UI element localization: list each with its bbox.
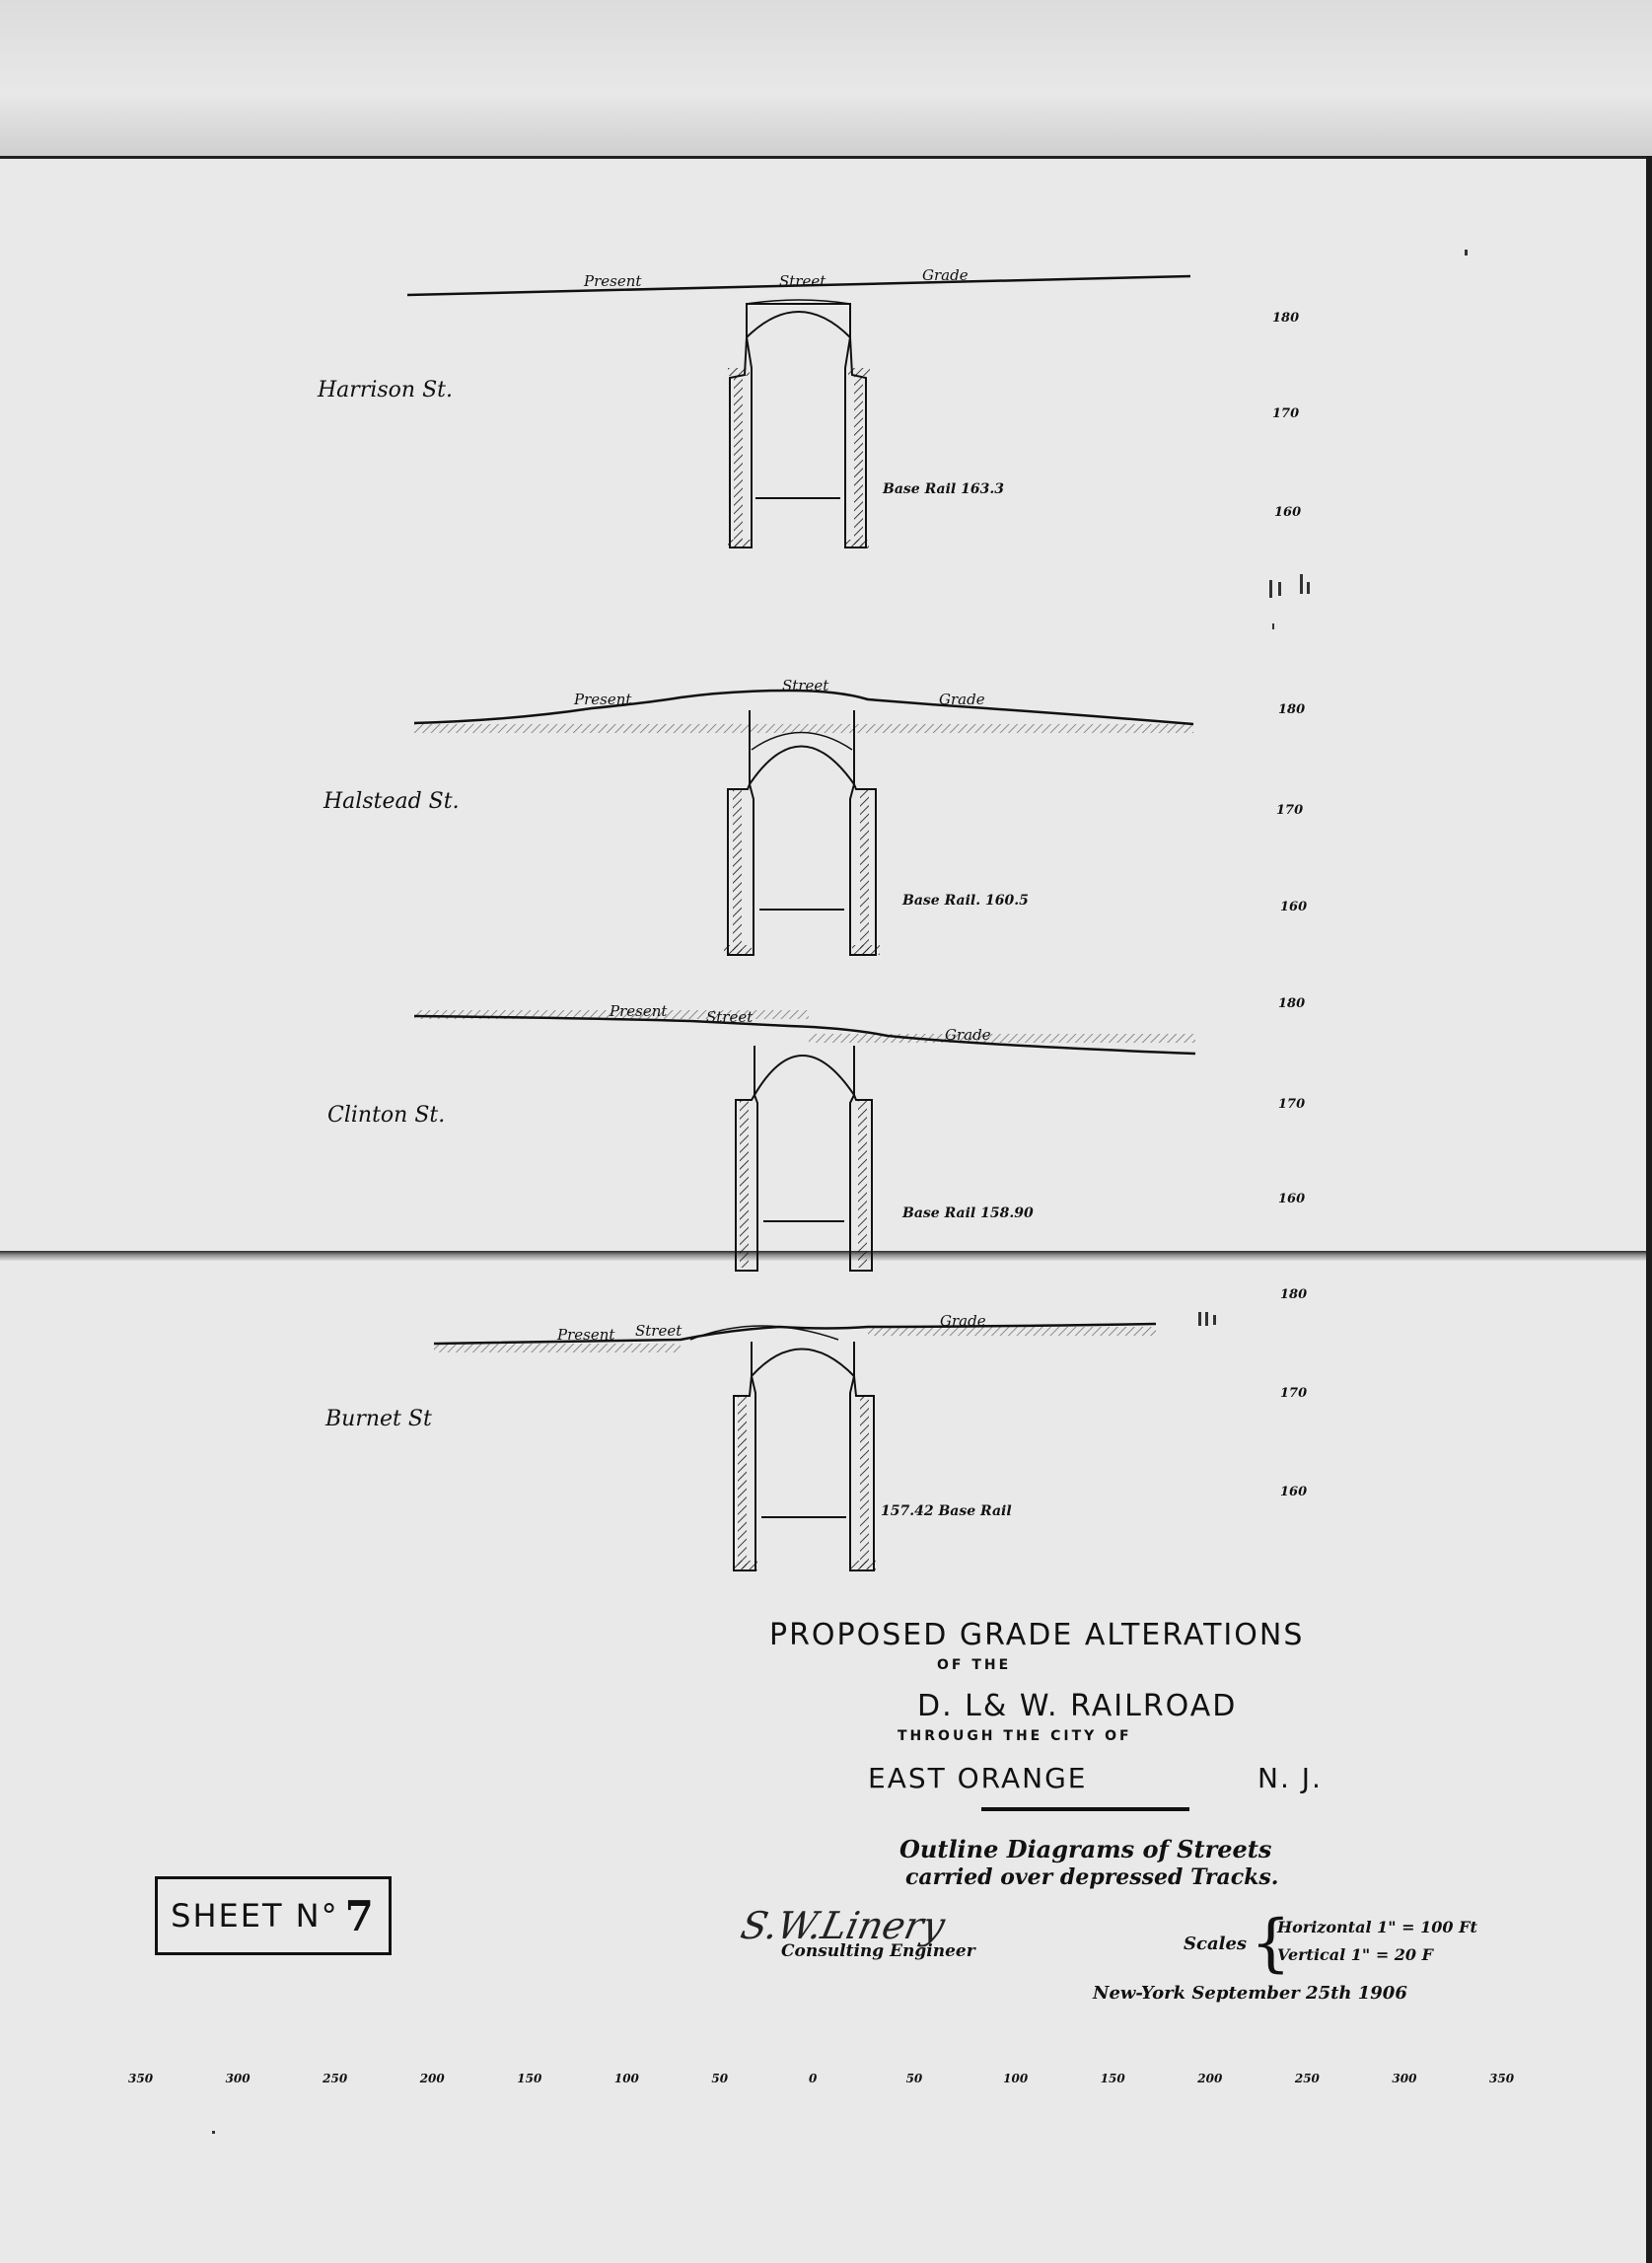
base-rail-label: Base Rail 163.3	[883, 481, 1004, 497]
halstead-arch	[750, 710, 854, 784]
grade-word-street: Street	[706, 1008, 754, 1026]
base-rail-label: Base Rail. 160.5	[902, 893, 1029, 909]
title-line-4: THROUGH THE CITY OF	[898, 1728, 1132, 1744]
base-rail-label: Base Rail 158.90	[902, 1205, 1034, 1221]
scale-tick-label: 300	[225, 2072, 251, 2085]
elevation-label: 160	[1280, 1485, 1308, 1499]
scales-brace: {	[1251, 1907, 1291, 1980]
grade-word-grade: Grade	[922, 266, 969, 284]
sheet-label: SHEET N°	[171, 1897, 339, 1934]
sheet-number: 7	[344, 1891, 376, 1940]
clinton-section	[414, 1010, 1195, 1271]
scale-tick-label: 150	[517, 2072, 542, 2085]
scale-tick-label: 200	[419, 2072, 445, 2085]
scale-tick-label: 50	[711, 2072, 729, 2085]
base-rail-label: 157.42 Base Rail	[881, 1503, 1012, 1519]
street-name-burnet: Burnet St	[325, 1407, 432, 1431]
grade-word-street: Street	[635, 1322, 682, 1340]
title-line-3: D. L& W. RAILROAD	[917, 1689, 1238, 1723]
grade-word-present: Present	[574, 691, 632, 708]
scale-tick-label: 150	[1100, 2072, 1125, 2085]
elevation-label: 170	[1276, 803, 1304, 818]
elevation-label: 180	[1280, 1287, 1308, 1302]
scale-tick-label: 50	[905, 2072, 923, 2085]
grade-word-street: Street	[782, 677, 829, 694]
harrison-arch	[747, 304, 850, 337]
sheet-number-box	[155, 1876, 392, 1955]
subtitle-line-1: Outline Diagrams of Streets	[899, 1835, 1272, 1863]
scale-tick-label: 250	[323, 2072, 348, 2085]
scale-tick-label: 200	[1197, 2072, 1223, 2085]
elevation-label: 180	[1272, 311, 1300, 326]
subtitle-line-2: carried over depressed Tracks.	[905, 1864, 1279, 1890]
grade-word-present: Present	[610, 1002, 668, 1020]
scale-tick-label: 0	[809, 2072, 818, 2085]
harrison-section	[407, 276, 1190, 548]
grade-word-grade: Grade	[940, 1312, 986, 1330]
clinton-arch	[754, 1046, 854, 1095]
grade-word-street: Street	[779, 272, 826, 290]
title-city: EAST ORANGE	[868, 1762, 1088, 1794]
elevation-label: 160	[1278, 1192, 1306, 1206]
title-state: N. J.	[1257, 1762, 1323, 1794]
scale-tick-label: 300	[1392, 2072, 1417, 2085]
scale-horizontal: Horizontal 1" = 100 Ft	[1277, 1918, 1477, 1936]
engineer-role: Consulting Engineer	[781, 1941, 975, 1961]
engineer-signature: S.W.Linery	[737, 1904, 949, 1947]
street-name-halstead: Halstead St.	[323, 789, 460, 814]
elevation-label: 160	[1274, 505, 1302, 520]
elevation-label: 180	[1278, 996, 1306, 1011]
title-line-1: PROPOSED GRADE ALTERATIONS	[769, 1618, 1305, 1652]
grade-word-grade: Grade	[939, 691, 985, 708]
burnet-section	[434, 1324, 1156, 1570]
burnet-arch	[752, 1342, 854, 1376]
scale-tick-label: 350	[1489, 2072, 1515, 2085]
scale-tick-label: 100	[1003, 2072, 1029, 2085]
elevation-label: 170	[1280, 1386, 1308, 1401]
scale-vertical: Vertical 1" = 20 F	[1277, 1945, 1433, 1964]
grade-word-grade: Grade	[945, 1026, 991, 1044]
halstead-section	[414, 691, 1193, 955]
title-line-2: OF THE	[937, 1657, 1012, 1673]
street-name-clinton: Clinton St.	[327, 1103, 446, 1128]
scale-tick-label: 100	[613, 2072, 639, 2085]
elevation-label: 180	[1278, 702, 1306, 717]
drawing-date: New-York September 25th 1906	[1093, 1983, 1407, 2004]
elevation-label: 170	[1272, 406, 1300, 421]
scales-label: Scales	[1184, 1934, 1248, 1954]
elevation-label: 160	[1280, 900, 1308, 914]
elevation-label: 170	[1278, 1097, 1306, 1112]
scale-tick-label: 250	[1294, 2072, 1320, 2085]
scale-tick-label: 350	[128, 2072, 154, 2085]
street-name-harrison: Harrison St.	[318, 378, 453, 402]
grade-word-present: Present	[557, 1326, 615, 1344]
halstead-grade-line	[414, 691, 1193, 724]
grade-word-present: Present	[584, 272, 642, 290]
